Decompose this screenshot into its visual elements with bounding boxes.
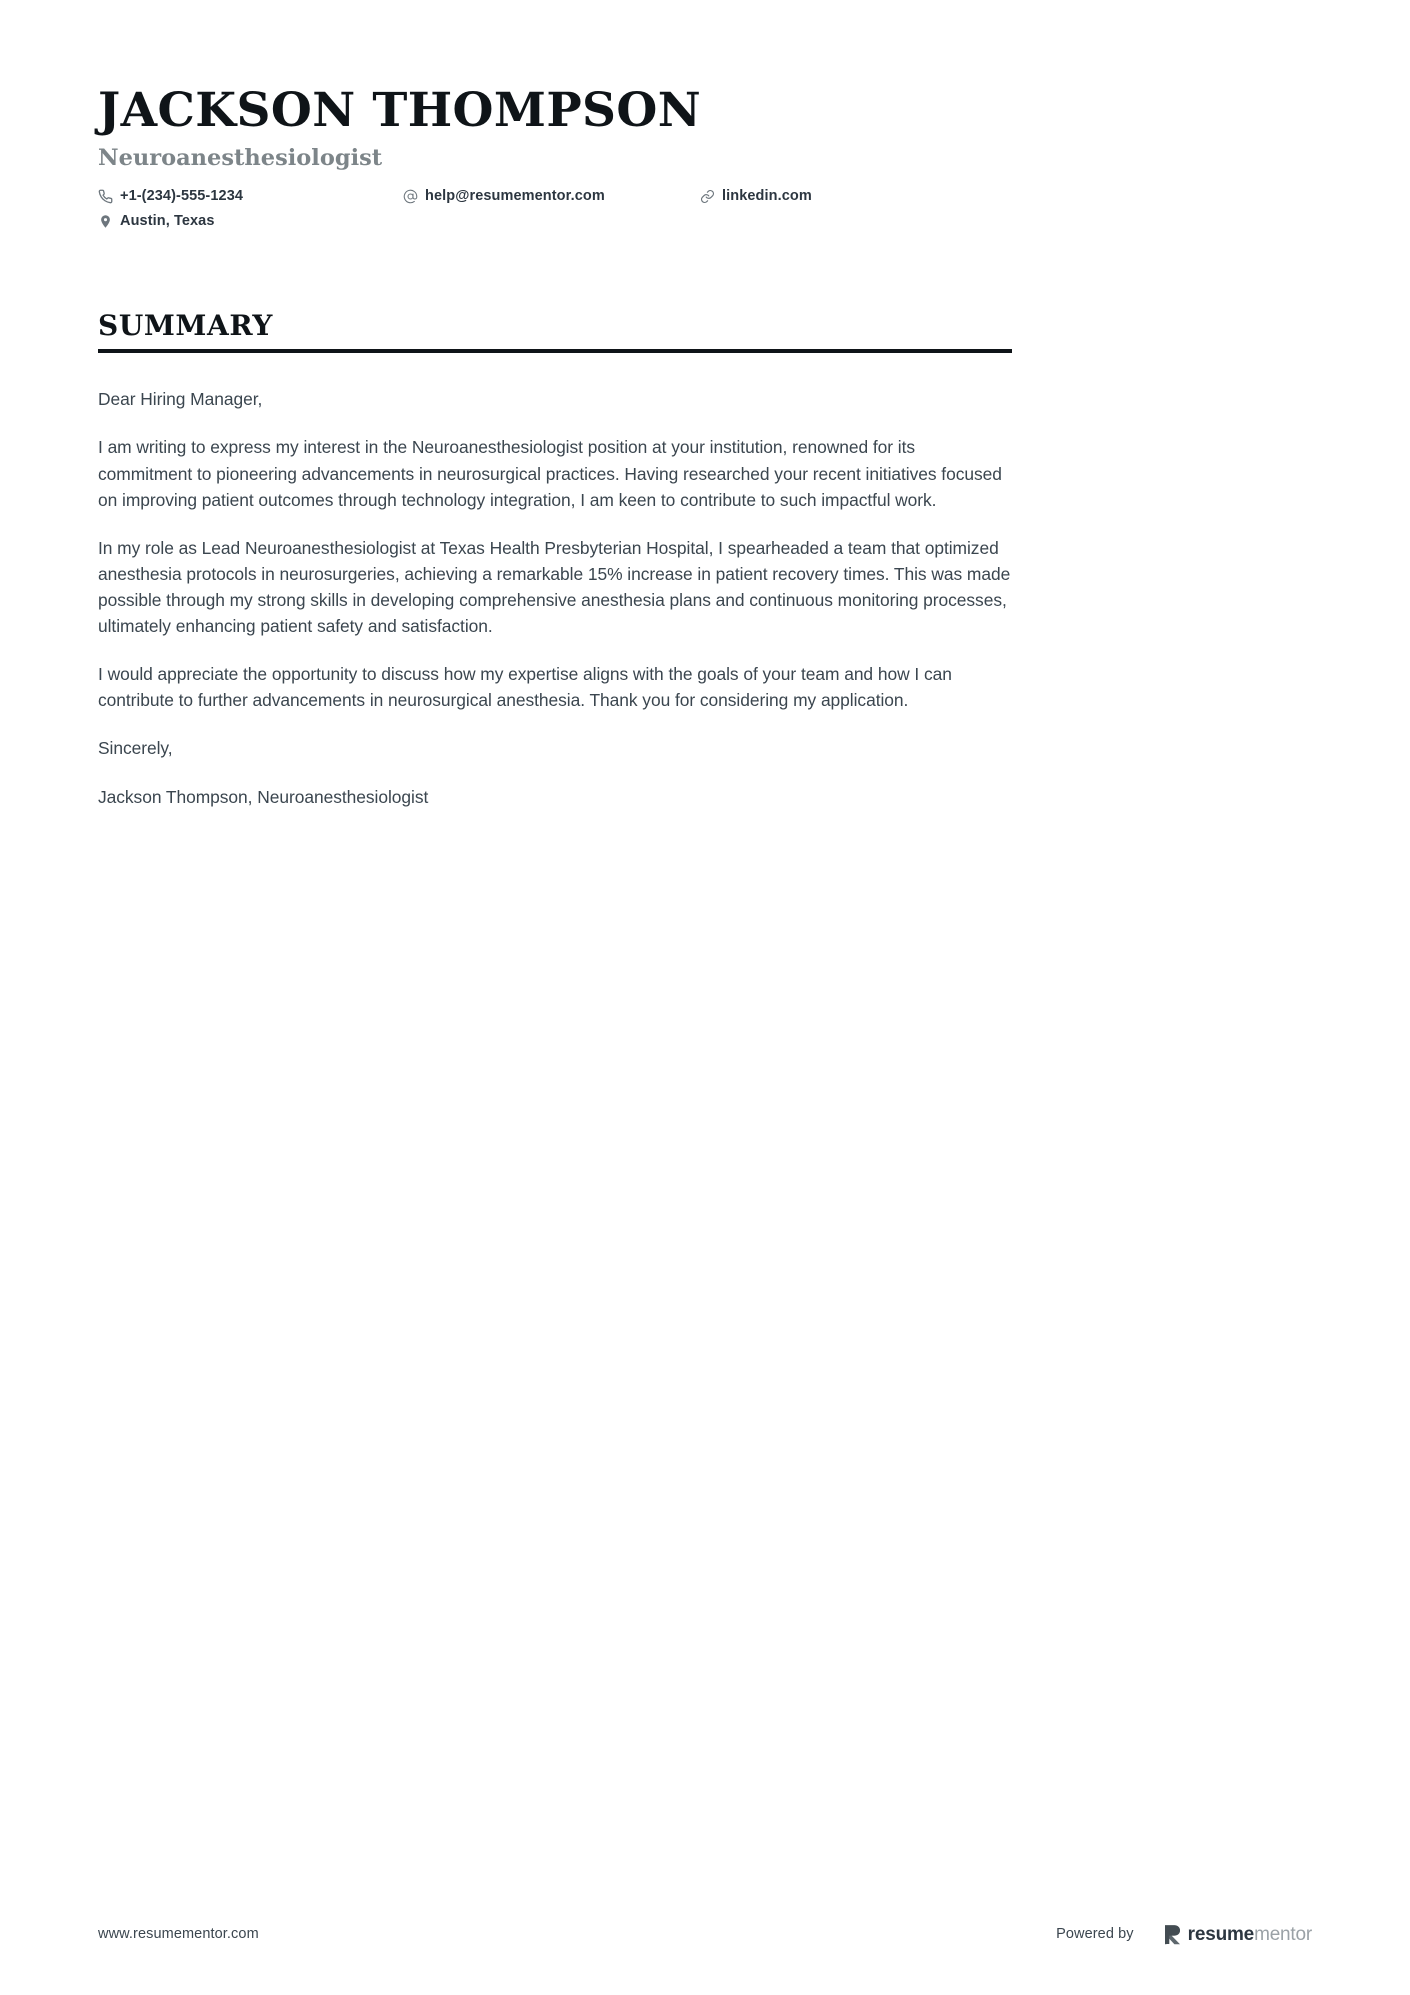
contact-row-secondary xyxy=(98,213,1012,229)
section-divider xyxy=(98,349,1012,353)
location-pin-icon xyxy=(98,214,113,229)
resumementor-logo[interactable] xyxy=(1163,1924,1312,1945)
contact-location-label: Austin, Texas xyxy=(120,213,215,230)
letter-salutation: Dear Hiring Manager, xyxy=(98,389,263,410)
letter-signature: Jackson Thompson, Neuroanesthesiologist xyxy=(98,786,429,807)
summary-section xyxy=(98,309,1012,809)
footer-branding xyxy=(1056,1924,1312,1945)
letter-closing: Sincerely, xyxy=(98,738,173,759)
contact-linkedin[interactable] xyxy=(700,188,1000,204)
phone-icon xyxy=(98,189,113,204)
contact-linkedin-label: linkedin.com xyxy=(722,188,812,205)
contact-email-label: help@resumementor.com xyxy=(425,188,605,205)
letter-paragraph-3: I would appreciate the opportunity to discuss how my expertise aligns with the goals of your team and how I can contribute to further advancements in neurosurgical anesthesia. Thank you for considering my application. xyxy=(98,664,952,711)
contact-location xyxy=(98,213,403,229)
resumementor-wordmark xyxy=(1188,1925,1312,1944)
candidate-job-title: Neuroanesthesiologist xyxy=(98,145,383,172)
section-title-summary: SUMMARY xyxy=(98,309,273,343)
contact-phone-label: +1-(234)-555-1234 xyxy=(120,188,244,205)
letter-paragraph-1: I am writing to express my interest in the Neuroanesthesiologist position at your institution, renowned for its commitment to pioneering advancements in neurosurgical practices. Having researched your recent initiatives focused on improving patient outcomes through technology integration, I am keen to contribute to such impactful work. xyxy=(98,437,1002,510)
link-icon xyxy=(700,189,715,204)
contact-email[interactable] xyxy=(403,188,700,204)
candidate-name: JACKSON THOMPSON xyxy=(98,83,702,138)
powered-by-label: Powered by xyxy=(1056,1926,1134,1942)
contact-info-block xyxy=(98,188,1012,229)
contact-phone[interactable] xyxy=(98,188,403,204)
cover-letter-body xyxy=(98,386,1012,809)
at-email-icon xyxy=(403,189,418,204)
document-content xyxy=(98,0,1012,810)
footer-website-url[interactable]: www.resumementor.com xyxy=(98,1926,259,1942)
letter-paragraph-2: In my role as Lead Neuroanesthesiologist at Texas Health Presbyterian Hospital, I spearheaded a team that optimized anesthesia protocols in neurosurgeries, achieving a remarkable 15% increase in patient recovery times. This was made possible through my strong skills in developing comprehensive anesthesia plans and continuous monitoring processes, ultimately enhancing patient safety and satisfaction. xyxy=(98,537,1011,637)
brand-word-mentor: mentor xyxy=(1254,1923,1312,1945)
resumementor-mark-icon xyxy=(1163,1924,1182,1945)
contact-row-primary xyxy=(98,188,1012,204)
brand-word-resume: resume xyxy=(1187,1923,1255,1945)
page-footer xyxy=(98,1873,1312,1995)
document-header xyxy=(98,0,1012,229)
